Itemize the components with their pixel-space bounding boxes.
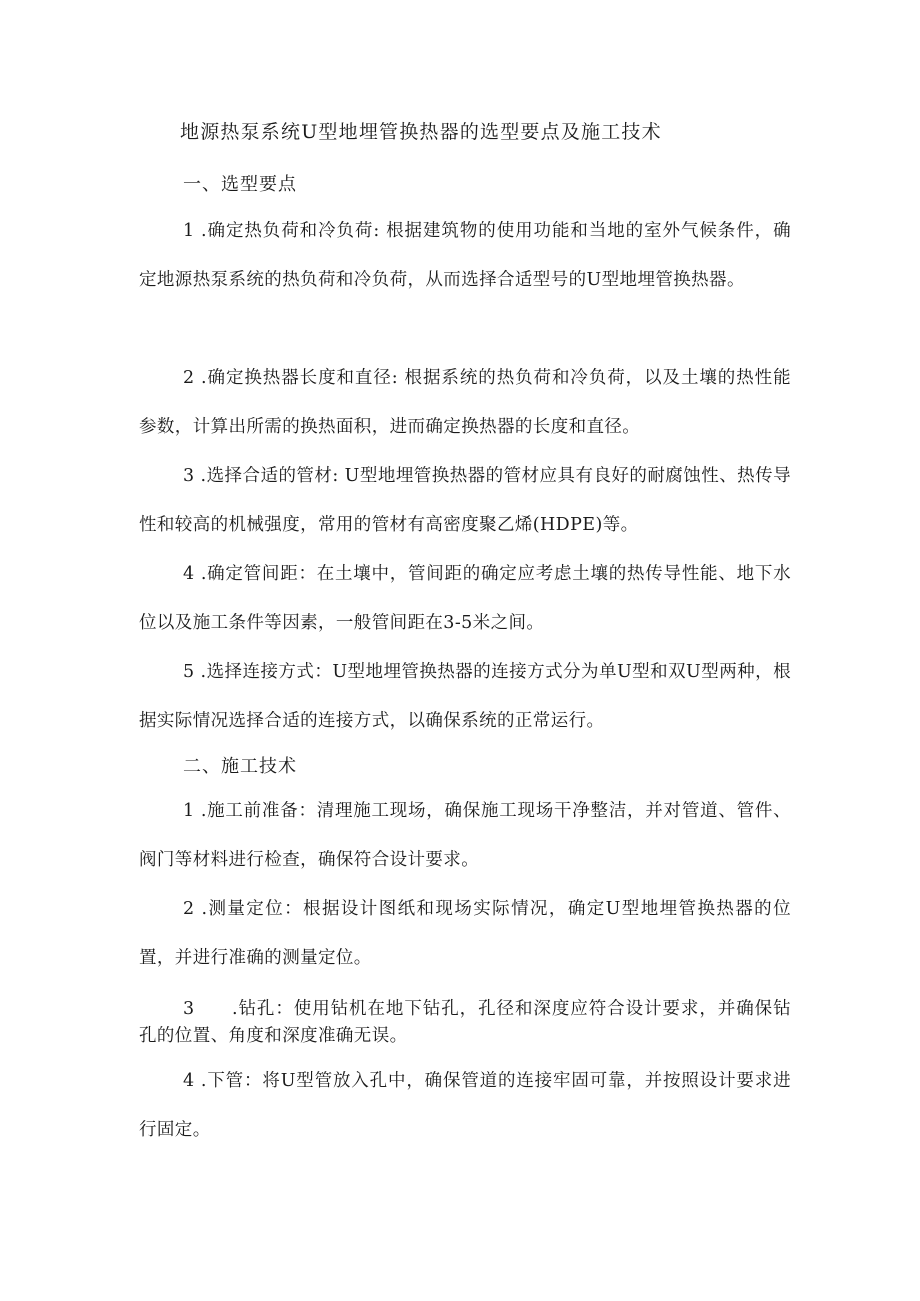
paragraph: 5 .选择连接方式：U型地埋管换热器的连接方式分为单U型和双U型两种，根据实际情况选择合适的连接方式，以确保系统的正常运行。 — [139, 662, 791, 731]
paragraph: 4 .下管：将U型管放入孔中，确保管道的连接牢固可靠，并按照设计要求进行固定。 — [139, 1071, 791, 1140]
document-title: 地源热泵系统U型地埋管换热器的选型要点及施工技术 — [180, 121, 662, 143]
section-heading-selection: 一、选型要点 — [183, 174, 297, 195]
section-heading-construction: 二、施工技术 — [183, 756, 297, 777]
paragraph: 3 .选择合适的管材: U型地埋管换热器的管材应具有良好的耐腐蚀性、热传导性和较高的机械强度，常用的管材有高密度聚乙烯(HDPE)等。 — [139, 466, 791, 535]
paragraph: 1 .施工前准备：清理施工现场，确保施工现场干净整洁，并对管道、管件、阀门等材料进行检查，确保符合设计要求。 — [139, 801, 791, 870]
paragraph: 2 .确定换热器长度和直径: 根据系统的热负荷和冷负荷，以及土壤的热性能参数，计算出所需的换热面积，进而确定换热器的长度和直径。 — [139, 368, 791, 437]
paragraph: 4 .确定管间距：在土壤中，管间距的确定应考虑土壤的热传导性能、地下水位以及施工条件等因素，一般管间距在3-5米之间。 — [139, 564, 791, 633]
paragraph: 2 .测量定位：根据设计图纸和现场实际情况，确定U型地埋管换热器的位置，并进行准确的测量定位。 — [139, 899, 791, 968]
paragraph: 1 .确定热负荷和冷负荷: 根据建筑物的使用功能和当地的室外气候条件，确定地源热泵系统的热负荷和冷负荷，从而选择合适型号的U型地埋管换热器。 — [139, 221, 791, 290]
paragraph: 3 .钻孔：使用钻机在地下钻孔，孔径和深度应符合设计要求，并确保钻孔的位置、角度和深度准确无误。 — [139, 999, 791, 1046]
